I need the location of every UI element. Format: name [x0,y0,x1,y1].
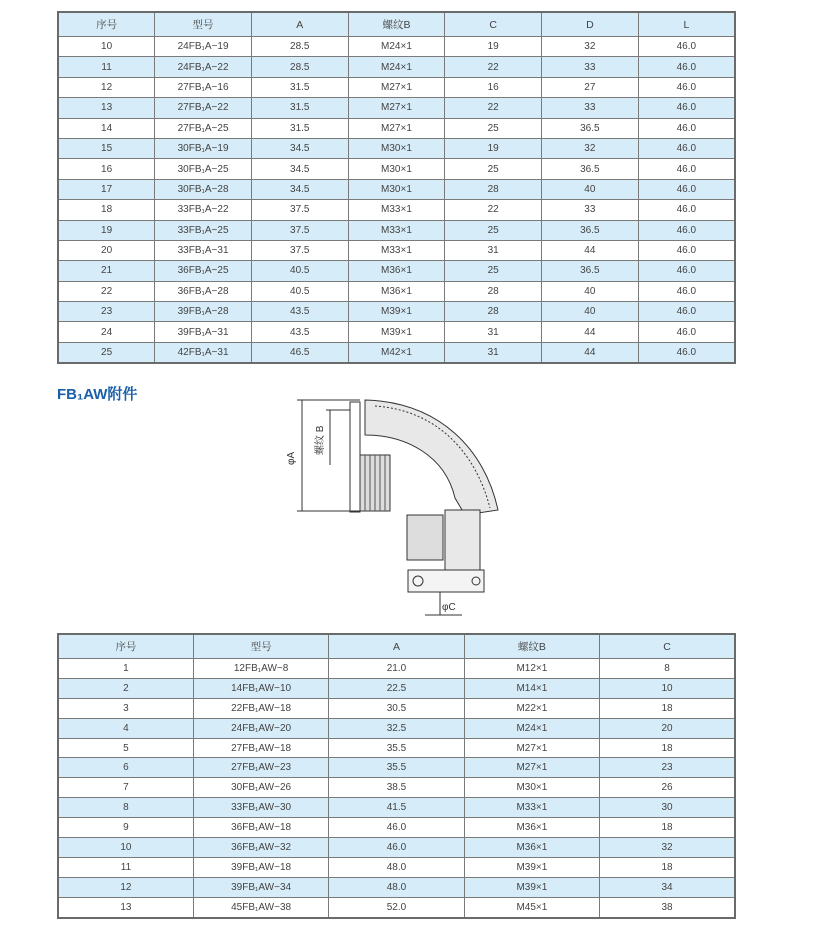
table-cell: 46.0 [329,818,464,838]
table-cell: 17 [58,179,155,199]
table-cell: 38.5 [329,778,464,798]
table-cell: 28 [445,281,542,301]
table-cell: 40 [542,302,639,322]
table-cell: 18 [600,698,735,718]
table-cell: 25 [445,261,542,281]
table-cell: M24×1 [464,718,599,738]
table-cell: M30×1 [464,778,599,798]
table-cell: 27FB₁AW−23 [193,758,328,778]
table-cell: 28.5 [251,57,348,77]
table-cell: M30×1 [348,179,445,199]
table-cell: 10 [58,838,193,858]
table-cell: 46.0 [638,281,735,301]
table-cell: 28 [445,179,542,199]
table-cell: 46.0 [638,302,735,322]
column-header: 型号 [193,634,328,659]
table-cell: 24FB₁A−19 [155,37,252,57]
connector-diagram [280,380,520,620]
table-cell: 39FB₁A−31 [155,322,252,342]
table-cell: 31.5 [251,77,348,97]
table-cell: 11 [58,857,193,877]
table-cell: 40.5 [251,261,348,281]
table-cell: 22 [445,57,542,77]
table-cell: 44 [542,322,639,342]
table-cell: M27×1 [348,98,445,118]
table-row [58,77,735,97]
table-cell: 30.5 [329,698,464,718]
table-cell: 27FB₁A−22 [155,98,252,118]
table-cell: 37.5 [251,220,348,240]
table-cell: 22 [58,281,155,301]
table-cell: 23 [600,758,735,778]
table-cell: 36FB₁A−28 [155,281,252,301]
table-cell: 31 [445,342,542,363]
table-cell: M36×1 [464,818,599,838]
column-header: 螺纹B [464,634,599,659]
table-cell: 12 [58,877,193,897]
table-cell: M33×1 [464,798,599,818]
table-cell: 46.0 [638,98,735,118]
table-row [58,179,735,199]
table-cell: 33 [542,98,639,118]
section-title: FB₁AW附件 [57,386,138,403]
table-cell: 35.5 [329,758,464,778]
label-phi-a: φA [286,451,297,465]
table-cell: 12 [58,77,155,97]
column-header: 螺纹B [348,12,445,37]
table-cell: 44 [542,240,639,260]
table-row [58,342,735,363]
table-cell: 11 [58,57,155,77]
table-cell: 34.5 [251,138,348,158]
table-cell: 48.0 [329,857,464,877]
table-row [58,897,735,917]
table-cell: M42×1 [348,342,445,363]
table-row [58,159,735,179]
table-cell: 42FB₁A−31 [155,342,252,363]
table-cell: 10 [600,678,735,698]
table-cell: 46.0 [638,322,735,342]
table-cell: 18 [600,857,735,877]
table-cell: 20 [58,240,155,260]
table-cell: 14FB₁AW−10 [193,678,328,698]
table-row [58,200,735,220]
table-row [58,778,735,798]
table-cell: 33FB₁A−22 [155,200,252,220]
table-cell: M33×1 [348,220,445,240]
table-cell: 28.5 [251,37,348,57]
table-cell: 33FB₁A−31 [155,240,252,260]
table-cell: M27×1 [464,738,599,758]
table-cell: 19 [445,138,542,158]
table-cell: 36.5 [542,159,639,179]
table-cell: M36×1 [348,281,445,301]
table-cell: 33 [542,57,639,77]
table-cell: 22 [445,98,542,118]
table-cell: 25 [445,118,542,138]
table-cell: 39FB₁A−28 [155,302,252,322]
table-cell: 32 [600,838,735,858]
table-cell: 22 [445,200,542,220]
table-cell: 46.0 [638,57,735,77]
table-cell: 1 [58,659,193,679]
table-row [58,738,735,758]
table-cell: 25 [445,159,542,179]
table-cell: 46.5 [251,342,348,363]
table-row [58,798,735,818]
table-cell: 5 [58,738,193,758]
table-cell: 30FB₁A−19 [155,138,252,158]
table-cell: 40 [542,179,639,199]
table-cell: 18 [600,738,735,758]
table-cell: 33FB₁AW−30 [193,798,328,818]
table-row [58,678,735,698]
table-cell: 46.0 [329,838,464,858]
table-cell: 28 [445,302,542,322]
table-cell: M30×1 [348,138,445,158]
table-row [58,877,735,897]
table-cell: 34.5 [251,159,348,179]
table-row [58,261,735,281]
table-cell: M36×1 [348,261,445,281]
table-cell: M30×1 [348,159,445,179]
table-cell: 41.5 [329,798,464,818]
table-cell: 33FB₁A−25 [155,220,252,240]
table-cell: M33×1 [348,240,445,260]
table-cell: 3 [58,698,193,718]
table-row [58,118,735,138]
table-cell: 15 [58,138,155,158]
table-cell: 16 [58,159,155,179]
table-cell: 9 [58,818,193,838]
table-cell: 36FB₁AW−18 [193,818,328,838]
table-cell: 16 [445,77,542,97]
table-row [58,281,735,301]
table-cell: 25 [58,342,155,363]
table-cell: 36.5 [542,261,639,281]
table-cell: 19 [445,37,542,57]
table-cell: M24×1 [348,37,445,57]
table-cell: 31 [445,240,542,260]
table-cell: 34.5 [251,179,348,199]
table-cell: 32 [542,138,639,158]
column-header: 序号 [58,12,155,37]
table-row [58,98,735,118]
table-cell: 33 [542,200,639,220]
table-cell: 30FB₁A−28 [155,179,252,199]
table-cell: 24 [58,322,155,342]
accessory-spec-table [57,633,736,919]
column-header: 型号 [155,12,252,37]
table-cell: 24FB₁A−22 [155,57,252,77]
table-cell: 10 [58,37,155,57]
table-cell: 30FB₁AW−26 [193,778,328,798]
table-cell: 36FB₁A−25 [155,261,252,281]
table-cell: 46.0 [638,220,735,240]
table-cell: 23 [58,302,155,322]
table-cell: 22FB₁AW−18 [193,698,328,718]
table-cell: M39×1 [348,302,445,322]
table-row [58,718,735,738]
connector-spec-table-a [57,11,736,364]
table-cell: M24×1 [348,57,445,77]
table-cell: 46.0 [638,240,735,260]
table-cell: 43.5 [251,322,348,342]
table-cell: 13 [58,98,155,118]
table-cell: 35.5 [329,738,464,758]
table-cell: 46.0 [638,138,735,158]
table-cell: 45FB₁AW−38 [193,897,328,917]
cable-clamp [408,570,484,592]
table-cell: 13 [58,897,193,917]
table-cell: 14 [58,118,155,138]
table-cell: M27×1 [464,758,599,778]
table-row [58,302,735,322]
lower-nut [407,515,443,560]
column-header: D [542,12,639,37]
table-row [58,322,735,342]
label-thread-b: 螺纹 B [315,425,326,455]
table-cell: 46.0 [638,200,735,220]
table-cell: 12FB₁AW−8 [193,659,328,679]
table-cell: M39×1 [348,322,445,342]
table-cell: 37.5 [251,200,348,220]
table-cell: 36FB₁AW−32 [193,838,328,858]
table-cell: 31.5 [251,98,348,118]
table-cell: 25 [445,220,542,240]
table-cell: 46.0 [638,159,735,179]
table-cell: 26 [600,778,735,798]
table-header-row [58,12,735,37]
table-cell: 43.5 [251,302,348,322]
table-row [58,698,735,718]
table-row [58,758,735,778]
table-cell: 31 [445,322,542,342]
column-header: A [329,634,464,659]
table-cell: 4 [58,718,193,738]
table-cell: 46.0 [638,77,735,97]
table-cell: 24FB₁AW−20 [193,718,328,738]
table-cell: 34 [600,877,735,897]
table-cell: 36.5 [542,220,639,240]
table-cell: 46.0 [638,261,735,281]
table-cell: 39FB₁AW−18 [193,857,328,877]
table-cell: 19 [58,220,155,240]
column-header: C [445,12,542,37]
table-cell: M27×1 [348,77,445,97]
table-cell: 21.0 [329,659,464,679]
table-cell: 48.0 [329,877,464,897]
table-cell: 38 [600,897,735,917]
table-cell: M39×1 [464,877,599,897]
table-row [58,838,735,858]
table-cell: M27×1 [348,118,445,138]
column-header: C [600,634,735,659]
table-cell: M33×1 [348,200,445,220]
table-cell: 7 [58,778,193,798]
table-cell: 44 [542,342,639,363]
table-cell: 8 [58,798,193,818]
table-cell: M14×1 [464,678,599,698]
table-cell: 30FB₁A−25 [155,159,252,179]
table-cell: M36×1 [464,838,599,858]
table-cell: 27 [542,77,639,97]
table-cell: 20 [600,718,735,738]
table-cell: 8 [600,659,735,679]
table-cell: 22.5 [329,678,464,698]
table-cell: 36.5 [542,118,639,138]
table-cell: 18 [58,200,155,220]
table-cell: M39×1 [464,857,599,877]
table-row [58,857,735,877]
table-cell: 46.0 [638,342,735,363]
table-row [58,57,735,77]
table-cell: 27FB₁A−16 [155,77,252,97]
table-row [58,240,735,260]
column-header: L [638,12,735,37]
table-row [58,37,735,57]
table-cell: M22×1 [464,698,599,718]
column-header: 序号 [58,634,193,659]
table-cell: 27FB₁A−25 [155,118,252,138]
table-cell: 52.0 [329,897,464,917]
table-cell: 46.0 [638,118,735,138]
table-cell: 37.5 [251,240,348,260]
table-cell: 40 [542,281,639,301]
table-cell: M12×1 [464,659,599,679]
table-cell: 40.5 [251,281,348,301]
table-cell: 18 [600,818,735,838]
column-header: A [251,12,348,37]
table-row [58,220,735,240]
table-cell: 6 [58,758,193,778]
table-row [58,138,735,158]
table-cell: 27FB₁AW−18 [193,738,328,758]
table-row [58,659,735,679]
table-cell: 31.5 [251,118,348,138]
table-cell: 30 [600,798,735,818]
table-cell: M45×1 [464,897,599,917]
label-phi-c: φC [442,602,456,613]
table-row [58,818,735,838]
table-cell: 46.0 [638,179,735,199]
table-header-row [58,634,735,659]
table-cell: 46.0 [638,37,735,57]
table-cell: 21 [58,261,155,281]
table-cell: 32 [542,37,639,57]
table-cell: 32.5 [329,718,464,738]
table-cell: 2 [58,678,193,698]
table-cell: 39FB₁AW−34 [193,877,328,897]
